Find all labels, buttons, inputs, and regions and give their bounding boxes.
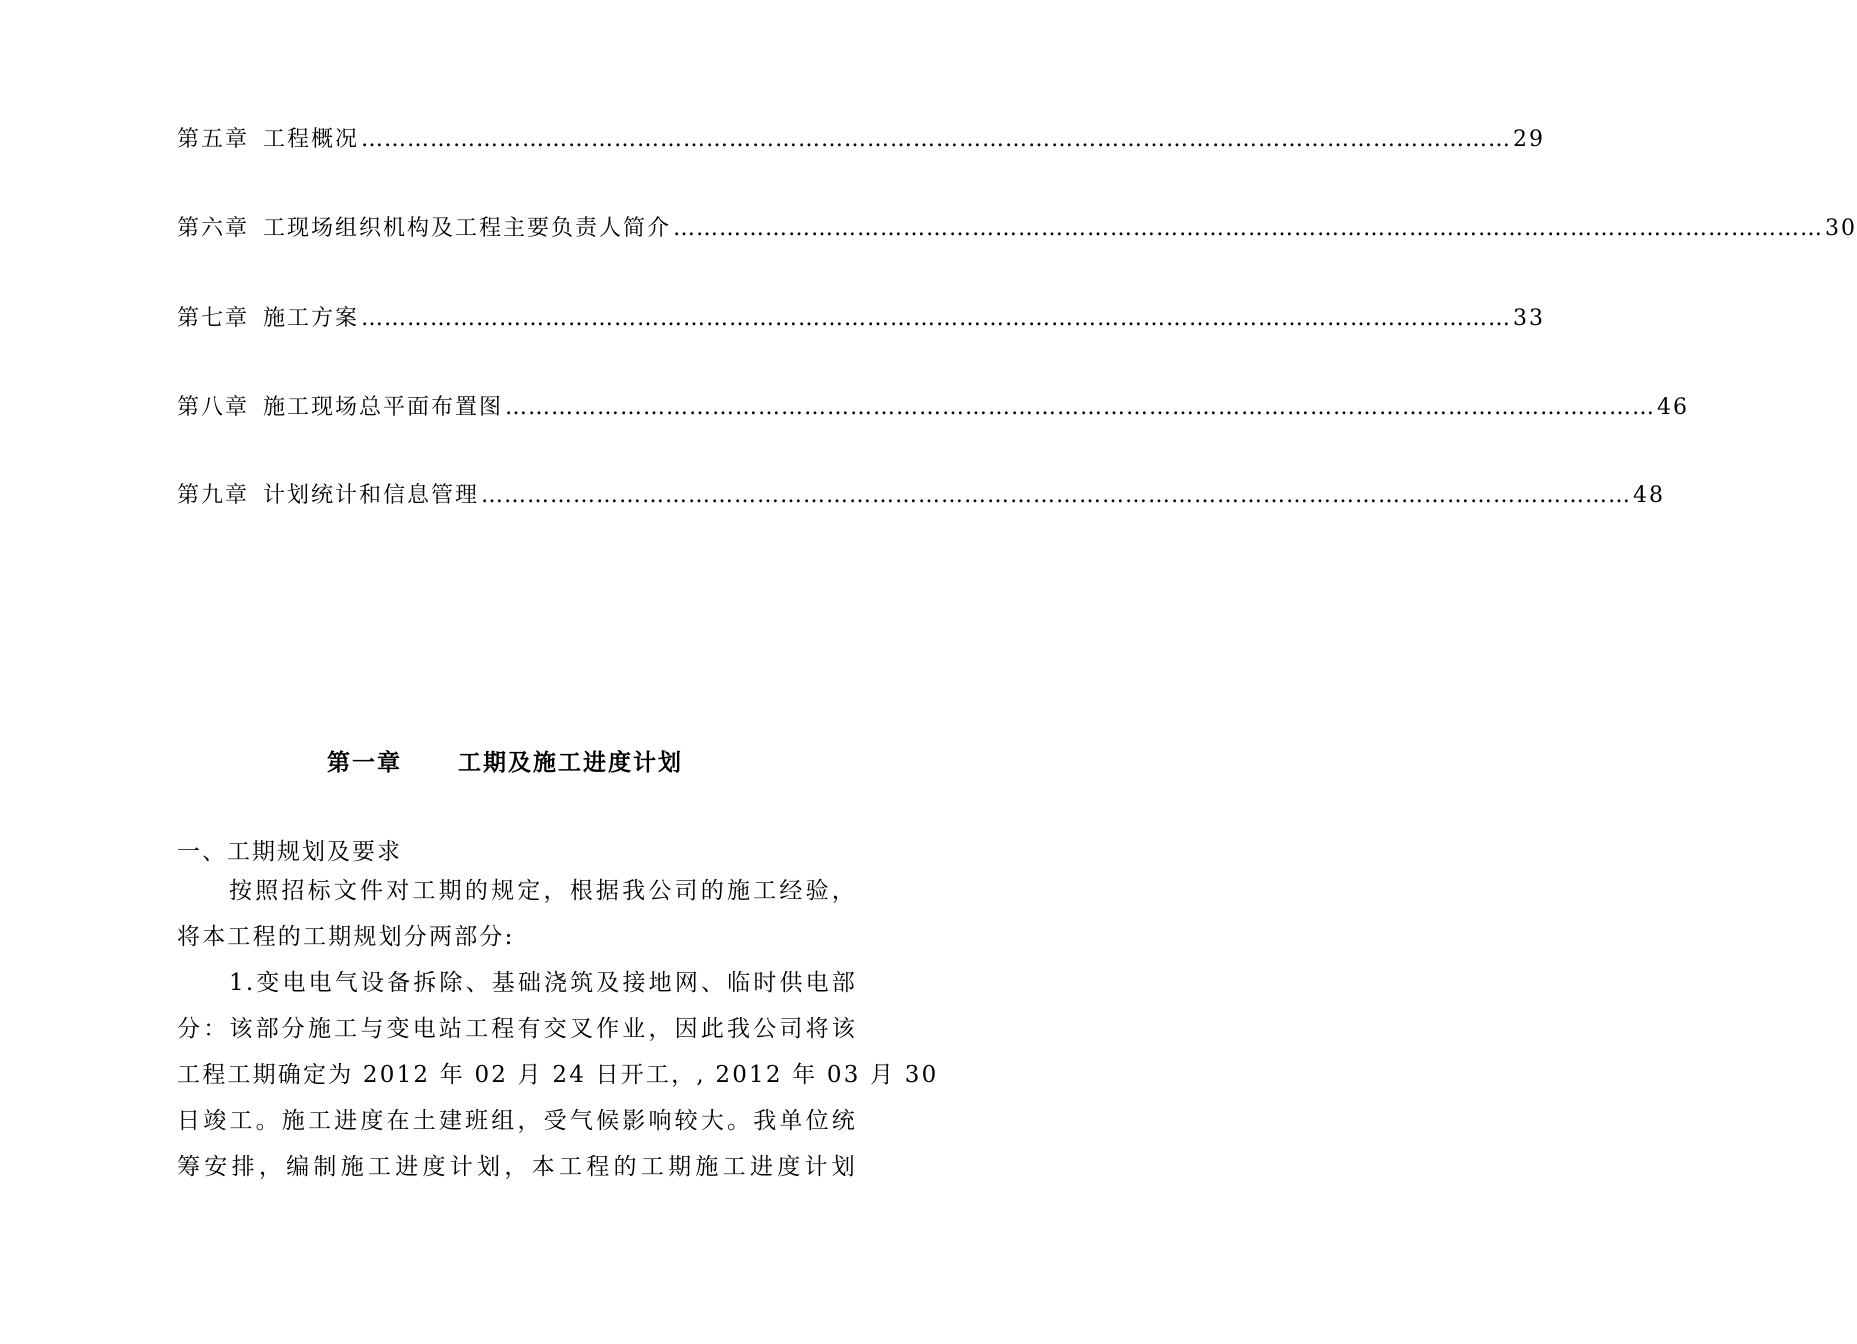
- chapter-number: 第一章: [327, 749, 402, 776]
- toc-chapter-number: 第六章: [177, 216, 250, 241]
- toc-dot-leader: [673, 216, 1823, 241]
- toc-chapter-title: 施工方案: [263, 306, 360, 331]
- toc-dot-leader: [481, 483, 1631, 508]
- toc-page-number: 46: [1657, 395, 1690, 420]
- paragraph-line: 按照招标文件对工期的规定，根据我公司的施工经验，: [229, 878, 857, 904]
- paragraph-line: 1.变电电气设备拆除、基础浇筑及接地网、临时供电部: [229, 970, 857, 996]
- toc-entry[interactable]: [177, 301, 1546, 335]
- toc-chapter-number: 第五章: [177, 127, 250, 152]
- paragraph-line: 分：该部分施工与变电站工程有交叉作业，因此我公司将该: [177, 1016, 857, 1042]
- toc-page-number: 30: [1825, 216, 1857, 241]
- toc-chapter-number: 第七章: [177, 306, 250, 331]
- paragraph-line: 日竣工。施工进度在土建班组，受气候影响较大。我单位统: [177, 1108, 857, 1134]
- toc-entry[interactable]: [177, 122, 1546, 156]
- toc-entry[interactable]: [177, 390, 1690, 424]
- toc-dot-leader: [361, 306, 1511, 331]
- paragraph: [177, 960, 939, 1190]
- toc-chapter-title: 工现场组织机构及工程主要负责人简介: [263, 216, 672, 241]
- toc-entry[interactable]: [177, 211, 1857, 245]
- toc-dot-leader: [361, 127, 1511, 152]
- paragraph-line: 筹安排，编制施工进度计划，本工程的工期施工进度计划: [177, 1154, 857, 1180]
- toc-chapter-title: 工程概况: [263, 127, 360, 152]
- toc-chapter-number: 第八章: [177, 395, 250, 420]
- toc-chapter-title: 计划统计和信息管理: [263, 483, 480, 508]
- toc-page-number: 48: [1633, 483, 1666, 508]
- chapter-heading: [0, 744, 1010, 777]
- paragraph: [177, 868, 857, 960]
- toc-chapter-number: 第九章: [177, 483, 250, 508]
- toc-dot-leader: [505, 395, 1655, 420]
- paragraph-line: 工程工期确定为 2012 年 02 月 24 日开工，, 2012 年 03 月 30: [177, 1062, 939, 1088]
- paragraph-line: 将本工程的工期规划分两部分:: [177, 924, 515, 950]
- section-title: 一、工期规划及要求: [177, 839, 402, 865]
- chapter-title: 工期及施工进度计划: [458, 749, 683, 776]
- toc-page-number: 33: [1513, 306, 1546, 331]
- toc-entry[interactable]: [177, 478, 1666, 512]
- toc-chapter-title: 施工现场总平面布置图: [263, 395, 504, 420]
- toc-page-number: 29: [1513, 127, 1546, 152]
